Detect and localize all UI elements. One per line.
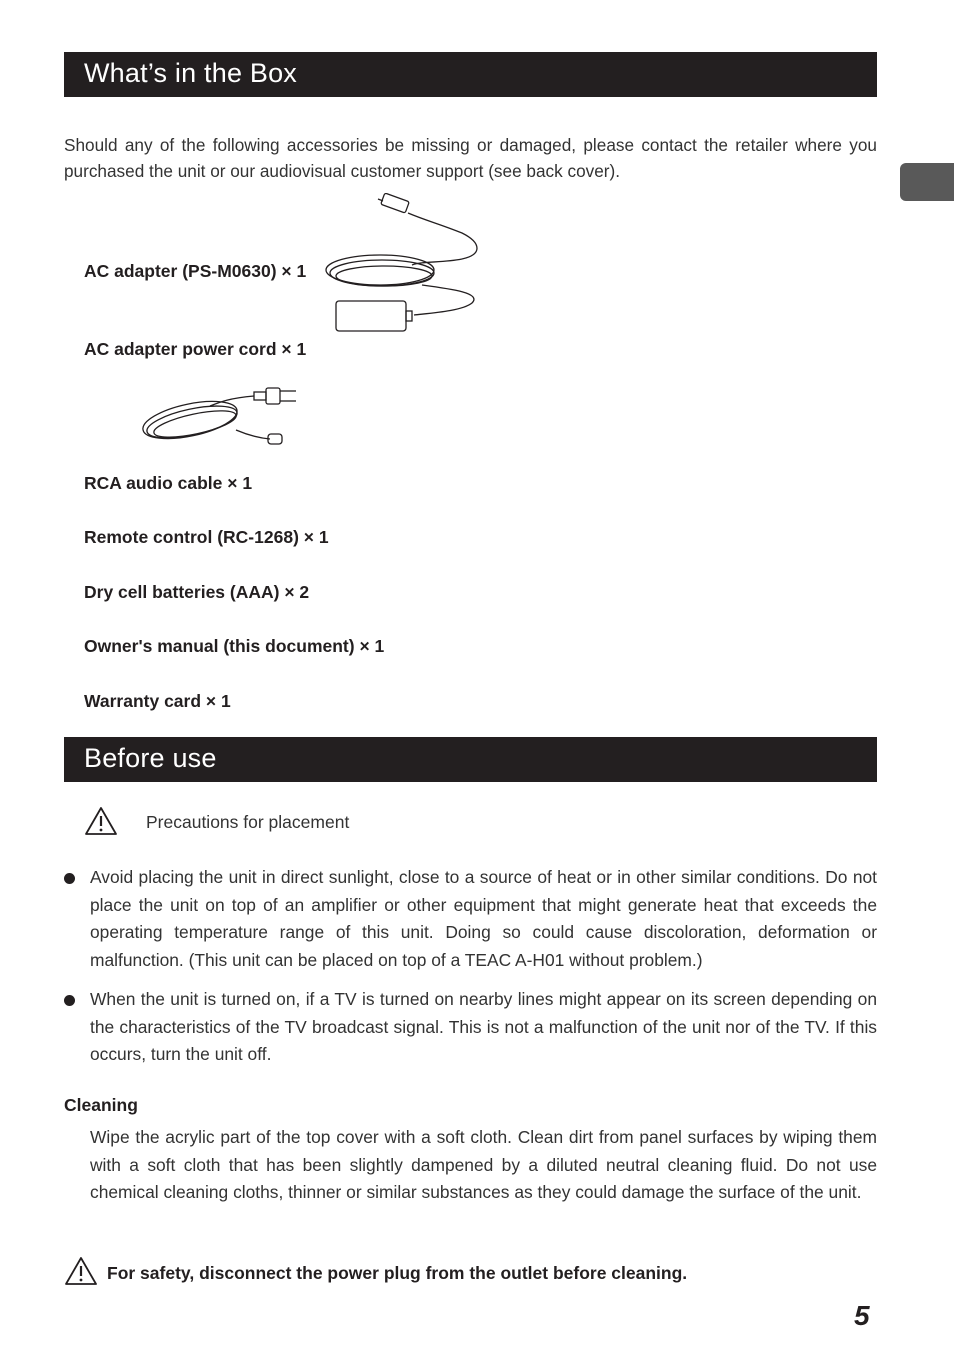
cleaning-text: Wipe the acrylic part of the top cover with a soft cloth. Clean dirt from panel surfaces by wiping them with a soft cloth that has been slightly dampened by a diluted neutral cleaning fluid. Do not use chemical cleaning cloths, thinner or similar substances as they could damage the surface of the unit. [90, 1127, 877, 1202]
bullet-dot [64, 873, 75, 884]
warning-label: Precautions for placement [146, 812, 350, 832]
cleaning-heading: Cleaning [64, 1095, 138, 1115]
warning-triangle-icon [64, 1256, 98, 1286]
ac-adapter-illustration [322, 193, 482, 335]
warning-triangle-icon [84, 806, 118, 836]
intro-paragraph: Should any of the following accessories be missing or damaged, please contact the retailer where you purchased the unit or our audiovisual customer support (see back cover). [64, 135, 877, 181]
section-header-whats-in-box [64, 52, 877, 97]
section-title: Before use [84, 743, 217, 773]
bullet-dot [64, 995, 75, 1006]
safety-note: For safety, disconnect the power plug from the outlet before cleaning. [107, 1263, 688, 1283]
item-power-cord: AC adapter power cord × 1 [84, 339, 307, 359]
power-cord-illustration [140, 382, 300, 452]
item-ac-adapter: AC adapter (PS-M0630) × 1 [84, 261, 307, 281]
item-batteries: Dry cell batteries (AAA) × 2 [84, 582, 310, 602]
section-header-before-use [64, 737, 877, 782]
item-remote-control: Remote control (RC-1268) × 1 [84, 527, 329, 547]
chapter-tab-marker [900, 163, 954, 201]
bullet-text: When the unit is turned on, if a TV is turned on nearby lines might appear on its screen depending on the characteristics of the TV broadcast signal. This is not a malfunction of the unit nor of the TV. If this occurs, turn the unit off. [90, 989, 877, 1064]
bullet-text: Avoid placing the unit in direct sunlight, close to a source of heat or in other similar conditions. Do not place the unit on top of an amplifier or other equipment that might generate heat that exceeds the operating temperature range of this unit. Doing so could cause discoloration, deformation or malfunction. (This unit can be placed on top of a TEAC A-H01 without problem.) [90, 867, 877, 970]
item-rca-cable: RCA audio cable × 1 [84, 473, 253, 493]
item-owners-manual: Owner's manual (this document) × 1 [84, 636, 385, 656]
item-warranty-card: Warranty card × 1 [84, 691, 231, 711]
page-number: 5 [854, 1300, 870, 1331]
section-title: What’s in the Box [84, 58, 298, 88]
